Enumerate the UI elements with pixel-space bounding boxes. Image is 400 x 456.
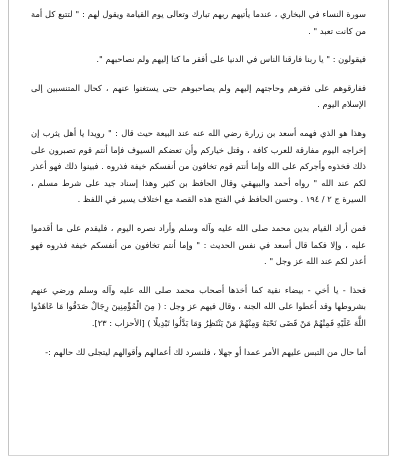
paragraph: فمن أراد القيام بدين محمد صلى الله عليه وآله وسلم وأراد نصره اليوم ، فليقدم على ما أقدموا عليه ، وإلا فكما قال أسعد في نفس الحديث : " وإما أنتم تخافون من أنفسكم خيفة فذروه فهو أعذر لكم عند الله عز وجل " . bbox=[31, 222, 366, 267]
paragraph: أما حال من التبس عليهم الأمر عمدا أو جهلا ، فلنسرد لك أعمالهم وأقوالهم ليتجلى لك حالهم :- bbox=[45, 346, 366, 357]
document-page bbox=[8, 0, 389, 456]
paragraph: فيقولون : " يا ربنا فارقنا الناس في الدنيا على أفقر ما كنا إليهم ولم نصاحبهم ". bbox=[96, 54, 366, 65]
paragraph: ففارقوهم على فقرهم وحاجتهم إليهم ولم يصاحبوهم حتى يستغنوا عنهم ، كحال المتنسبين إلى الإسلام اليوم . bbox=[31, 82, 366, 110]
paragraph: فحذا - يا أخي - بيضاء نقية كما أخذها أصحاب محمد صلى الله عليه وآله وسلم ورضي عنهم بشروطها وقد أعطوا على الله الجنة ، وقال فيهم عز وجل : ( مِنَ الْمُؤْمِنِينَ رِجَالٌ صَدَقُوا مَا عَاهَدُوا اللَّهَ عَلَيْهِ فَمِنْهُمْ مَنْ قَضَى نَحْبَهُ وَمِنْهُمْ مَنْ يَنْتَظِرُ وَمَا بَدَّلُوا تَبْدِيلًا ) [الأحزاب : ٢٣]. bbox=[31, 284, 366, 328]
paragraph: سورة النساء في البخاري ، عندما يأتيهم ربهم تبارك وتعالى يوم القيامة ويقول لهم : " لتتبع كل أمة من كانت تعبد " . bbox=[31, 9, 366, 36]
paragraph: وهذا هو الذي فهمه أسعد بن زرارة رضي الله عنه عند البيعة حيث قال : " رويدا يا أهل يثرب إن إخراجه اليوم مفارقة للعرب كافة ، وقتل خياركم وأن تعضكم السيوف فإما أنتم قوم تصبرون على ذلك فخذوه وأجركم على الله وإما أنتم قوم تخافون من أنفسكم خيفة فذروه . فبينوا ذلك فهو أعذر لكم عند الله " رواه أحمد والبيهقي وقال الحافظ بن كثير وهذا إسناد جيد على شرط مسلم ، السيرة ج ٢ / ١٩٤ . وحسن الحافظ في الفتح هذه القصة مع اختلاف يسير في اللفظ . bbox=[31, 127, 366, 205]
